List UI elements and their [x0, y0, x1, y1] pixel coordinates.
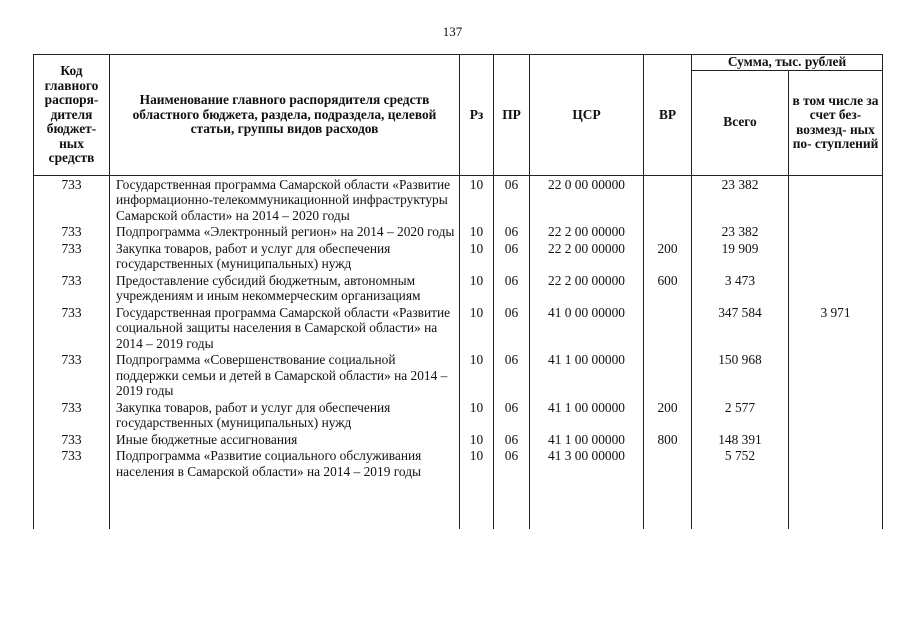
header-sum-group: Сумма, тыс. рублей [692, 55, 883, 71]
cell-total: 5 752 [692, 447, 789, 479]
cell-incl [789, 399, 883, 431]
cell-vr [644, 351, 692, 399]
cell-incl [789, 351, 883, 399]
cell-rz: 10 [460, 175, 494, 223]
cell-name: Предоставление субсидий бюджетным, автономным учреждениям и иным некоммерческим организациям [110, 272, 460, 304]
cell-csr: 41 0 00 00000 [530, 304, 644, 352]
cell-vr [644, 175, 692, 223]
cell-total: 148 391 [692, 431, 789, 448]
cell-total: 3 473 [692, 272, 789, 304]
cell-csr: 41 3 00 00000 [530, 447, 644, 479]
filler-cell [789, 479, 883, 529]
cell-name: Подпрограмма «Развитие социального обслуживания населения в Самарской области» на 2014 – 2019 годы [110, 447, 460, 479]
budget-table-container [33, 54, 882, 529]
header-pr: ПР [494, 55, 530, 176]
table-row [34, 351, 883, 399]
cell-name: Подпрограмма «Электронный регион» на 2014 – 2020 годы [110, 223, 460, 240]
header-csr: ЦСР [530, 55, 644, 176]
cell-name: Подпрограмма «Совершенствование социальной поддержки семьи и детей в Самарской области» на 2014 – 2019 годы [110, 351, 460, 399]
cell-csr: 41 1 00 00000 [530, 431, 644, 448]
filler-cell [494, 479, 530, 529]
cell-csr: 22 2 00 00000 [530, 272, 644, 304]
header-rz: Рз [460, 55, 494, 176]
cell-rz: 10 [460, 351, 494, 399]
cell-pr: 06 [494, 351, 530, 399]
table-row [34, 399, 883, 431]
cell-total: 23 382 [692, 223, 789, 240]
cell-rz: 10 [460, 431, 494, 448]
filler-cell [644, 479, 692, 529]
cell-rz: 10 [460, 399, 494, 431]
cell-pr: 06 [494, 447, 530, 479]
table-row [34, 175, 883, 223]
header-vr: ВР [644, 55, 692, 176]
cell-pr: 06 [494, 240, 530, 272]
cell-pr: 06 [494, 304, 530, 352]
cell-total: 19 909 [692, 240, 789, 272]
cell-name: Государственная программа Самарской области «Развитие социальной защиты населения в Самарской области» на 2014 – 2019 годы [110, 304, 460, 352]
cell-name: Государственная программа Самарской области «Развитие информационно-телекоммуникационной инфраструктуры Самарской области» на 2014 – 2020 годы [110, 175, 460, 223]
cell-csr: 22 2 00 00000 [530, 240, 644, 272]
table-row [34, 223, 883, 240]
cell-vr [644, 447, 692, 479]
cell-code: 733 [34, 304, 110, 352]
filler-cell [692, 479, 789, 529]
page-number: 137 [442, 24, 463, 39]
table-row [34, 431, 883, 448]
cell-total: 150 968 [692, 351, 789, 399]
cell-pr: 06 [494, 399, 530, 431]
filler-cell [530, 479, 644, 529]
cell-pr: 06 [494, 175, 530, 223]
cell-incl [789, 240, 883, 272]
cell-total: 347 584 [692, 304, 789, 352]
cell-csr: 22 0 00 00000 [530, 175, 644, 223]
cell-name: Закупка товаров, работ и услуг для обеспечения государственных (муниципальных) нужд [110, 240, 460, 272]
cell-incl [789, 175, 883, 223]
cell-total: 2 577 [692, 399, 789, 431]
cell-code: 733 [34, 272, 110, 304]
cell-incl [789, 447, 883, 479]
cell-code: 733 [34, 240, 110, 272]
header-code: Код главного распоря- дителя бюджет- ных средств [34, 55, 110, 176]
cell-rz: 10 [460, 304, 494, 352]
table-filler-row [34, 479, 883, 529]
filler-cell [460, 479, 494, 529]
cell-pr: 06 [494, 223, 530, 240]
table-row [34, 240, 883, 272]
cell-csr: 41 1 00 00000 [530, 399, 644, 431]
cell-incl [789, 223, 883, 240]
cell-code: 733 [34, 223, 110, 240]
cell-rz: 10 [460, 223, 494, 240]
cell-vr: 600 [644, 272, 692, 304]
header-incl: в том числе за счет без- возмезд- ных по- ступлений [789, 70, 883, 175]
header-name: Наименование главного распорядителя средств областного бюджета, раздела, подраздела, целевой статьи, группы видов расходов [110, 55, 460, 176]
filler-cell [34, 479, 110, 529]
budget-table [33, 54, 883, 529]
cell-pr: 06 [494, 272, 530, 304]
cell-vr: 200 [644, 240, 692, 272]
cell-pr: 06 [494, 431, 530, 448]
table-header [34, 55, 883, 176]
cell-vr [644, 304, 692, 352]
cell-code: 733 [34, 175, 110, 223]
cell-vr: 800 [644, 431, 692, 448]
cell-csr: 22 2 00 00000 [530, 223, 644, 240]
table-row [34, 304, 883, 352]
table-body [34, 175, 883, 529]
cell-incl [789, 431, 883, 448]
table-row [34, 447, 883, 479]
cell-name: Иные бюджетные ассигнования [110, 431, 460, 448]
filler-cell [110, 479, 460, 529]
cell-rz: 10 [460, 240, 494, 272]
cell-total: 23 382 [692, 175, 789, 223]
cell-code: 733 [34, 351, 110, 399]
cell-incl [789, 272, 883, 304]
cell-name: Закупка товаров, работ и услуг для обеспечения государственных (муниципальных) нужд [110, 399, 460, 431]
cell-vr: 200 [644, 399, 692, 431]
cell-rz: 10 [460, 447, 494, 479]
table-row [34, 272, 883, 304]
header-total: Всего [692, 70, 789, 175]
cell-csr: 41 1 00 00000 [530, 351, 644, 399]
cell-rz: 10 [460, 272, 494, 304]
cell-code: 733 [34, 431, 110, 448]
cell-code: 733 [34, 447, 110, 479]
cell-code: 733 [34, 399, 110, 431]
cell-incl: 3 971 [789, 304, 883, 352]
cell-vr [644, 223, 692, 240]
